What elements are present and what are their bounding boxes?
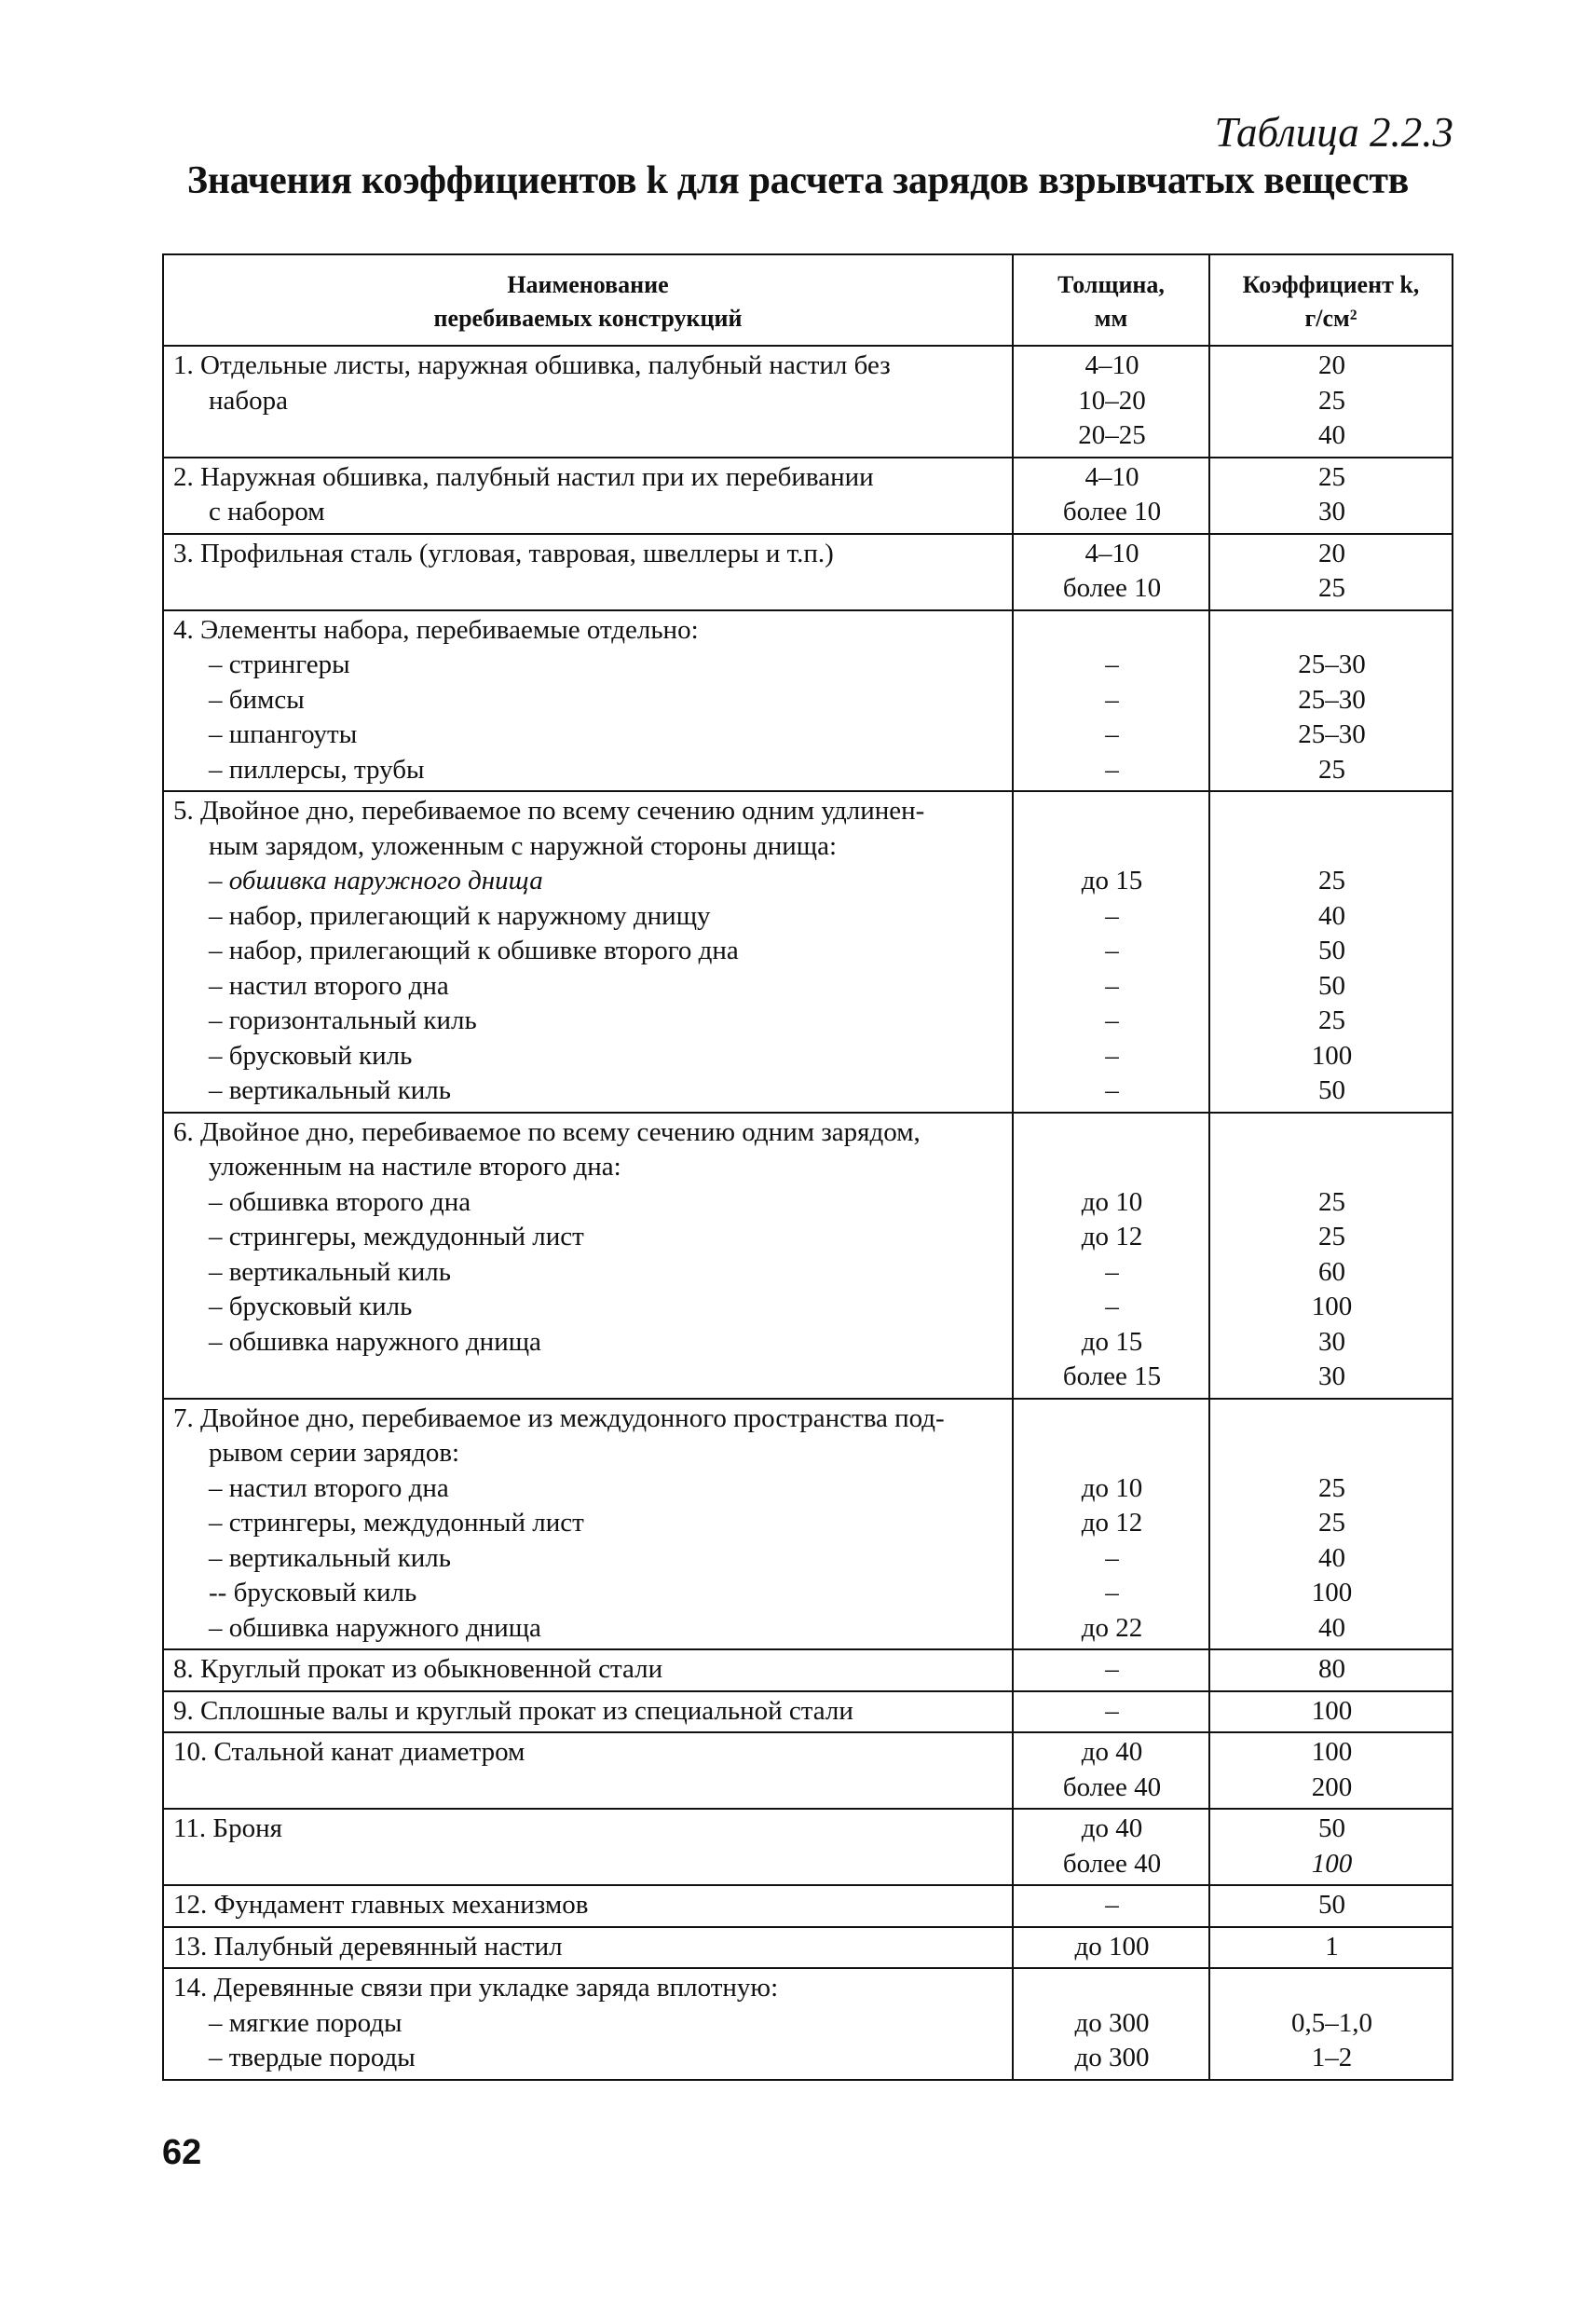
cell-line: – [1105,970,1119,1001]
cell-line: до 22 [1081,1612,1143,1643]
cell-line: 50 [1318,1075,1345,1105]
cell-line: – [1105,719,1119,749]
page-number: 62 [162,2133,202,2172]
cell-line: более 10 [1062,497,1162,526]
coefficient-cell [1209,1732,1453,1809]
structure-cell [163,1649,1013,1691]
cell-line: набора [209,385,289,416]
thickness-cell [1013,1732,1209,1809]
cell-line: с набором [209,497,325,526]
thickness-cell [1013,458,1209,534]
cell-line: 4–10 [1084,538,1139,568]
cell-line: – обшивка наружного днища [209,866,543,896]
table-label: Таблица 2.2.3 [1214,109,1453,156]
cell-line: – вертикальный киль [209,1075,452,1105]
cell-line: 100 [1311,1737,1353,1767]
coefficient-cell [1209,1113,1453,1399]
thickness-cell [1013,1691,1209,1733]
cell-line: – горизонтальный киль [209,1005,477,1035]
header-line: мм [1094,305,1128,332]
thickness-cell [1013,791,1209,1113]
structure-cell [163,1732,1013,1809]
cell-line: до 300 [1074,2043,1150,2072]
cell-line [1023,613,1201,649]
cell-line [1220,1971,1444,2006]
cell-line: 40 [1318,1542,1345,1573]
cell-line: – мягкие породы [209,2007,402,2038]
thickness-cell [1013,1968,1209,2080]
cell-line: – [1105,1040,1119,1071]
coefficient-cell [1209,1649,1453,1691]
cell-line [173,1360,1004,1395]
table-row [163,1885,1453,1927]
cell-line: более 40 [1062,1848,1162,1879]
thickness-cell [1013,534,1209,610]
table-row [163,1732,1453,1809]
cell-line: – вертикальный киль [209,1256,452,1287]
cell-line: до 15 [1081,1326,1143,1357]
table-body [163,346,1453,2080]
cell-line: 100 [1311,1848,1353,1879]
cell-line [1220,1436,1444,1471]
cell-line [1023,1150,1201,1185]
coefficient-cell [1209,791,1453,1113]
cell-line: до 12 [1081,1222,1143,1251]
cell-line: – [1105,1256,1119,1287]
cell-line: 1 [1325,1931,1339,1962]
header-line: Толщина, [1057,271,1165,298]
structure-cell [163,534,1013,610]
structure-cell [163,458,1013,534]
thickness-cell [1013,1649,1209,1691]
table-row [163,1968,1453,2080]
cell-line: 80 [1318,1654,1345,1684]
cell-line: 100 [1311,1695,1353,1726]
cell-line: 25 [1318,1186,1345,1217]
header-line: Наименование [507,271,669,298]
cell-line: 1. Отдельные листы, наружная обшивка, палубный настил без [173,350,891,380]
cell-line: рывом серии зарядов: [209,1438,460,1468]
cell-line [1023,1436,1201,1471]
cell-line: 30 [1318,1326,1345,1357]
cell-line [1023,794,1201,829]
cell-line: – шпангоуты [209,719,358,749]
cell-line: 12. Фундамент главных механизмов [173,1890,589,1920]
cell-line: – [1105,650,1119,679]
cell-line: 25–30 [1298,650,1366,679]
structure-cell [163,1113,1013,1399]
cell-line: 50 [1318,936,1345,965]
cell-line: – стрингеры, междудонный лист [209,1508,584,1538]
cell-line: – набор, прилегающий к наружному днищу [209,900,711,931]
cell-line: до 10 [1081,1186,1143,1217]
cell-line [1220,1402,1444,1437]
cell-line [1220,1150,1444,1185]
cell-line: 6. Двойное дно, перебиваемое по всему сечению одним зарядом, [173,1116,921,1147]
cell-line: 100 [1311,1578,1353,1607]
cell-line: 4. Элементы набора, перебиваемые отдельно: [173,614,699,645]
cell-line: – [1105,1292,1119,1321]
cell-line: 4–10 [1084,350,1139,380]
cell-line: – [1105,1890,1119,1920]
cell-line: до 12 [1081,1508,1143,1538]
table-row [163,1399,1453,1650]
table-row [163,1927,1453,1969]
cell-line [1023,829,1201,865]
cell-line [1220,829,1444,865]
cell-line: 13. Палубный деревянный настил [173,1931,563,1962]
cell-line: 14. Деревянные связи при укладке заряда вплотную: [173,1973,779,2003]
cell-line: 50 [1318,1890,1345,1920]
cell-line: 100 [1311,1292,1353,1321]
structure-cell [163,791,1013,1113]
cell-line: – набор, прилегающий к обшивке второго дна [209,936,739,965]
coefficient-cell [1209,346,1453,458]
thickness-cell [1013,1809,1209,1885]
coefficient-cell [1209,610,1453,792]
table-row [163,346,1453,458]
header-thickness [1013,254,1209,346]
structure-cell [163,1885,1013,1927]
cell-line: до 40 [1081,1813,1143,1843]
cell-line: 8. Круглый прокат из обыкновенной стали [173,1654,663,1684]
table-row [163,610,1453,792]
cell-line: 10. Стальной канат диаметром [173,1737,525,1767]
header-structure-name [163,254,1013,346]
structure-cell [163,1691,1013,1733]
cell-line [1023,1971,1201,2006]
cell-line: – стрингеры [209,650,350,679]
thickness-cell [1013,610,1209,792]
cell-line: – [1105,1005,1119,1035]
table-row [163,534,1453,610]
coefficients-table [162,253,1453,2081]
structure-cell [163,1968,1013,2080]
cell-line: 30 [1318,497,1345,526]
cell-line: 20–25 [1078,420,1146,450]
cell-line: -- брусковый киль [209,1578,417,1607]
cell-line: 4–10 [1084,461,1139,492]
coefficient-cell [1209,1399,1453,1650]
cell-line: 200 [1311,1771,1353,1802]
cell-line [1220,613,1444,649]
cell-line: более 40 [1062,1771,1162,1802]
cell-line: 25 [1318,461,1345,492]
cell-line: до 300 [1074,2007,1150,2038]
cell-line: – обшивка наружного днища [209,1326,541,1357]
cell-line [1220,794,1444,829]
cell-line: 2. Наружная обшивка, палубный настил при их перебивании [173,461,874,492]
table-row [163,791,1453,1113]
cell-line: – стрингеры, междудонный лист [209,1222,584,1251]
cell-line: – обшивка наружного днища [209,1612,541,1643]
cell-line: 20 [1318,350,1345,380]
cell-line: 60 [1318,1256,1345,1287]
cell-line: 11. Броня [173,1813,282,1843]
cell-line: 50 [1318,970,1345,1001]
structure-cell [163,346,1013,458]
cell-line: – [1105,754,1119,785]
structure-cell [163,610,1013,792]
header-line: перебиваемых конструкций [433,305,743,332]
header-coefficient [1209,254,1453,346]
thickness-cell [1013,1113,1209,1399]
cell-line: – [1105,1075,1119,1105]
cell-line: более 15 [1062,1361,1162,1391]
cell-line: 5. Двойное дно, перебиваемое по всему сечению одним удлинен- [173,796,925,826]
coefficient-cell [1209,1809,1453,1885]
coefficient-cell [1209,1927,1453,1969]
coefficient-cell [1209,1968,1453,2080]
table-row [163,458,1453,534]
cell-line: – [1105,1654,1119,1684]
cell-line: 25 [1318,1222,1345,1251]
cell-line: – вертикальный киль [209,1542,452,1573]
cell-line [173,1771,1004,1806]
cell-line: 20 [1318,538,1345,568]
cell-line [173,1847,1004,1882]
cell-line: 25 [1318,866,1345,896]
cell-line: 25 [1318,1005,1345,1035]
structure-cell [163,1809,1013,1885]
cell-line: 40 [1318,1612,1345,1643]
cell-line: – [1105,684,1119,715]
cell-line: – [1105,936,1119,965]
cell-line [1023,1402,1201,1437]
thickness-cell [1013,346,1209,458]
cell-line: – [1105,1542,1119,1573]
cell-line: 30 [1318,1361,1345,1391]
header-line: Коэффициент k, [1242,271,1420,298]
cell-line: 100 [1311,1040,1353,1071]
cell-line: 0,5–1,0 [1291,2007,1372,2038]
table-title: Значения коэффициентов k для расчета зарядов взрывчатых веществ [186,159,1410,202]
coefficient-cell [1209,1885,1453,1927]
coefficient-cell [1209,534,1453,610]
thickness-cell [1013,1885,1209,1927]
cell-line: 10–20 [1078,385,1146,416]
cell-line: 25 [1318,1472,1345,1503]
cell-line: 25 [1318,1508,1345,1538]
table-header-row [163,254,1453,346]
cell-line: – обшивка второго дна [209,1186,471,1217]
cell-line: – бимсы [209,684,305,715]
cell-line: 9. Сплошные валы и круглый прокат из специальной стали [173,1695,853,1726]
cell-line: до 15 [1081,866,1143,896]
cell-line: до 100 [1074,1931,1150,1962]
coefficient-cell [1209,1691,1453,1733]
cell-line: до 40 [1081,1737,1143,1767]
cell-line [1023,1115,1201,1151]
coefficient-cell [1209,458,1453,534]
cell-line: 25–30 [1298,684,1366,715]
cell-line: уложенным на настиле второго дна: [209,1152,621,1182]
table-row [163,1649,1453,1691]
structure-cell [163,1927,1013,1969]
cell-line: – брусковый киль [209,1040,413,1071]
cell-line: – [1105,1578,1119,1607]
structure-cell [163,1399,1013,1650]
cell-line: 25–30 [1298,719,1366,749]
cell-line: 3. Профильная сталь (угловая, тавровая, швеллеры и т.п.) [173,538,834,568]
cell-line: 25 [1318,385,1345,416]
thickness-cell [1013,1927,1209,1969]
cell-line: 50 [1318,1813,1345,1843]
cell-line: – брусковый киль [209,1292,413,1321]
header-line: г/см² [1304,305,1357,332]
cell-line: более 10 [1062,573,1162,603]
cell-line: – твердые породы [209,2043,416,2072]
cell-line: до 10 [1081,1472,1143,1503]
cell-line: 40 [1318,900,1345,931]
cell-line: 1–2 [1311,2043,1353,2072]
cell-line: 40 [1318,420,1345,450]
cell-line: – [1105,1695,1119,1726]
cell-line: 25 [1318,754,1345,785]
cell-line: – [1105,900,1119,931]
table-row [163,1113,1453,1399]
cell-line: ным зарядом, уложенным с наружной стороны днища: [209,830,837,861]
thickness-cell [1013,1399,1209,1650]
cell-line: 7. Двойное дно, перебиваемое из междудонного пространства под- [173,1402,945,1433]
table-row [163,1809,1453,1885]
cell-line: – пиллерсы, трубы [209,754,425,785]
cell-line [1220,1115,1444,1151]
cell-line: 25 [1318,573,1345,603]
cell-line: – настил второго дна [209,970,449,1001]
cell-line: – настил второго дна [209,1472,449,1503]
table-row [163,1691,1453,1733]
